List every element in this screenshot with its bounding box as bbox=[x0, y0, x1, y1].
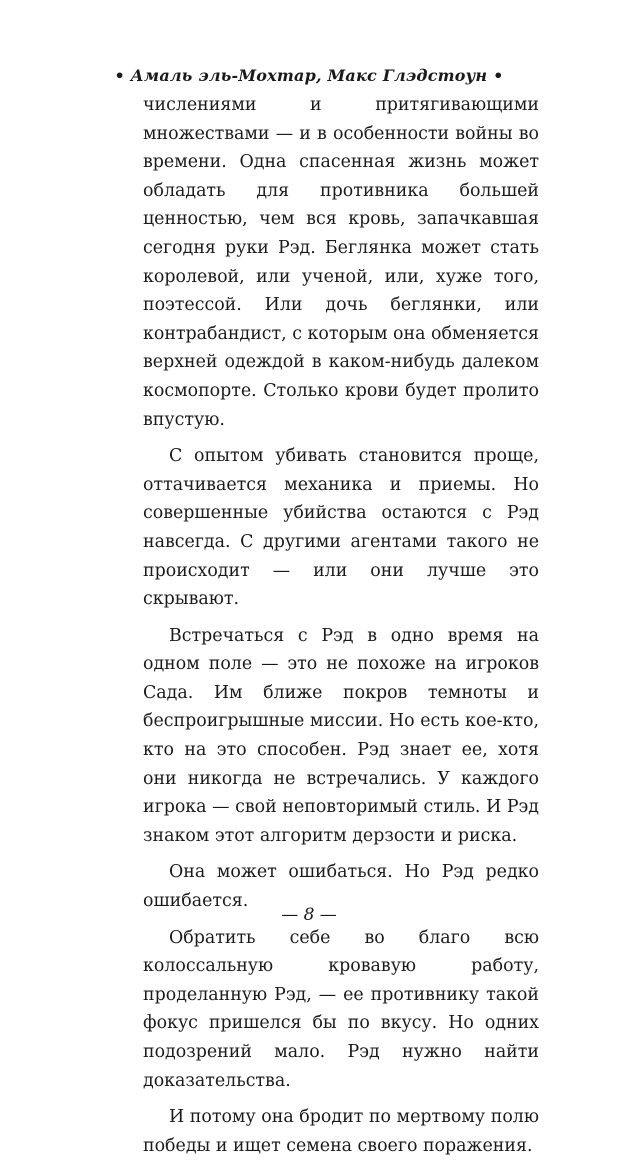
paragraph: Встречаться с Рэд в одно время на одном поле — это не похоже на игроков Сада. Им ближе покров темноты и беспроигрышные миссии. Но есть кое-кто, кто на это способен. Рэд знает ее, хотя они никогда не встречались. У каждого игрока — свой неповторимый стиль. И Рэд знаком этот алгоритм дерзости и риска. bbox=[143, 625, 539, 846]
page-number: — 8 — bbox=[281, 905, 337, 925]
paragraph: Она может ошибаться. Но Рэд редко ошибается. bbox=[143, 862, 539, 912]
paragraph: числениями и притягивающими множествами — и в особенности войны во времени. Одна спасенная жизнь может обладать для противника большей ценностью, чем вся кровь, запачкавшая сегодня руки Рэд. Беглянка может стать королевой, или ученой, или, хуже того, поэтессой. Или дочь беглянки, или контрабандист, с которым она обменяется верхней одеждой в каком-нибудь далеком космопорте. Столько крови будет пролито впустую. bbox=[143, 95, 539, 430]
body-text bbox=[143, 91, 539, 1168]
paragraph: И потому она бродит по мертвому полю победы и ищет семена своего поражения. bbox=[143, 1107, 539, 1156]
running-head: • Амаль эль-Мохтар, Макс Глэдстоун • bbox=[114, 66, 504, 85]
paragraph: С опытом убивать становится проще, оттачивается механика и приемы. Но совершенные убийства остаются с Рэд навсегда. С другими агентами такого не происходит — или они лучше это скрывают. bbox=[143, 446, 539, 610]
paragraph: Обратить себе во благо всю колоссальную кровавую работу, проделанную Рэд, — ее противнику такой фокус пришелся бы по вкусу. Но одних подозрений мало. Рэд нужно найти доказательства. bbox=[143, 927, 539, 1091]
